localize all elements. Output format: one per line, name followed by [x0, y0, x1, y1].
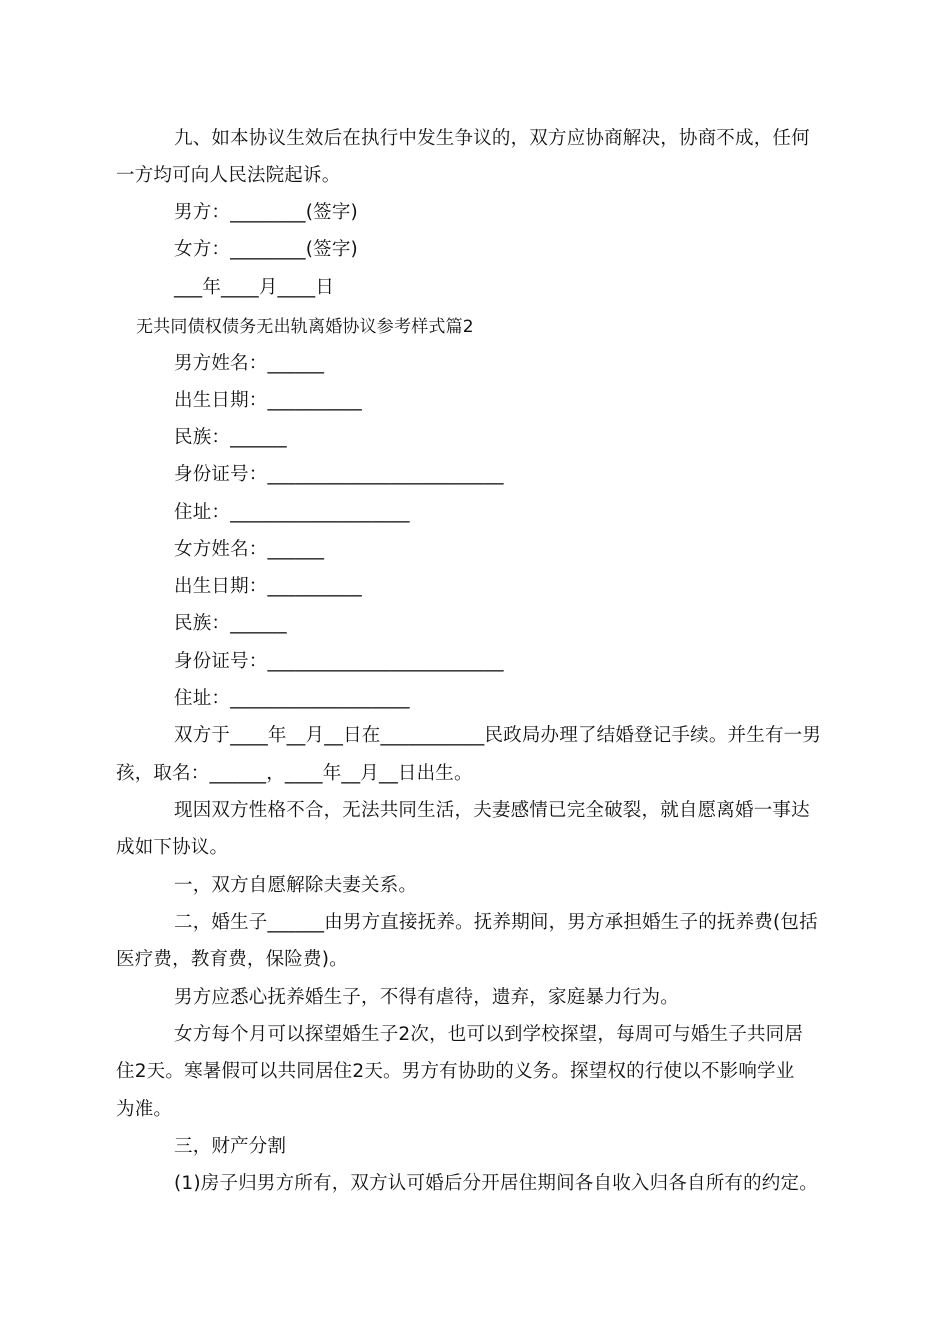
female-ethnicity-field: 民族：______	[174, 613, 287, 634]
clause-nine-line-2: 一方均可向人民法院起诉。	[116, 165, 341, 186]
custody-duty-line: 男方应悉心抚养婚生子，不得有虐待，遗弃，家庭暴力行为。	[174, 987, 679, 1008]
clause-two-line-2: 医疗费，教育费，保险费)。	[116, 949, 348, 970]
female-signature-line: 女方：________(签字)	[174, 239, 358, 260]
clause-three-heading: 三，财产分割	[174, 1136, 287, 1157]
section-title: 无共同债权债务无出轨离婚协议参考样式篇2	[136, 317, 474, 337]
male-birthdate-field: 出生日期：__________	[174, 390, 363, 411]
reason-line-2: 成如下协议。	[116, 837, 229, 858]
visitation-line-1: 女方每个月可以探望婚生子2次，也可以到学校探望，每周可与婚生子共同居	[174, 1024, 804, 1045]
visitation-line-2: 住2天。寒暑假可以共同居住2天。男方有协助的义务。探望权的行使以不影响学业	[116, 1061, 795, 1082]
male-address-field: 住址：___________________	[174, 502, 410, 523]
visitation-line-3: 为准。	[116, 1099, 173, 1120]
male-id-number-field: 身份证号：_________________________	[174, 464, 504, 485]
male-name-field: 男方姓名：______	[174, 353, 325, 374]
male-signature-line: 男方：________(签字)	[174, 202, 358, 223]
clause-nine-line-1: 九、如本协议生效后在执行中发生争议的，双方应协商解决，协商不成，任何	[174, 128, 810, 149]
property-item-1: (1)房子归男方所有，双方认可婚后分开居住期间各自收入归各自所有的约定。	[174, 1173, 818, 1194]
female-name-field: 女方姓名：______	[174, 539, 325, 560]
clause-one: 一，双方自愿解除夫妻关系。	[174, 875, 418, 896]
marriage-registration-line-2: 孩，取名：______，____年__月__日出生。	[116, 763, 473, 784]
female-id-number-field: 身份证号：_________________________	[174, 651, 504, 672]
marriage-registration-line-1: 双方于____年__月__日在___________民政局办理了结婚登记手续。并生有一男	[174, 725, 822, 746]
date-line: ___年____月____日	[174, 277, 335, 298]
reason-line-1: 现因双方性格不合，无法共同生活，夫妻感情已完全破裂，就自愿离婚一事达	[174, 800, 810, 821]
clause-two-line-1: 二，婚生子______由男方直接抚养。抚养期间，男方承担婚生子的抚养费(包括	[174, 912, 818, 933]
female-address-field: 住址：___________________	[174, 688, 410, 709]
male-ethnicity-field: 民族：______	[174, 427, 287, 448]
female-birthdate-field: 出生日期：__________	[174, 576, 363, 597]
